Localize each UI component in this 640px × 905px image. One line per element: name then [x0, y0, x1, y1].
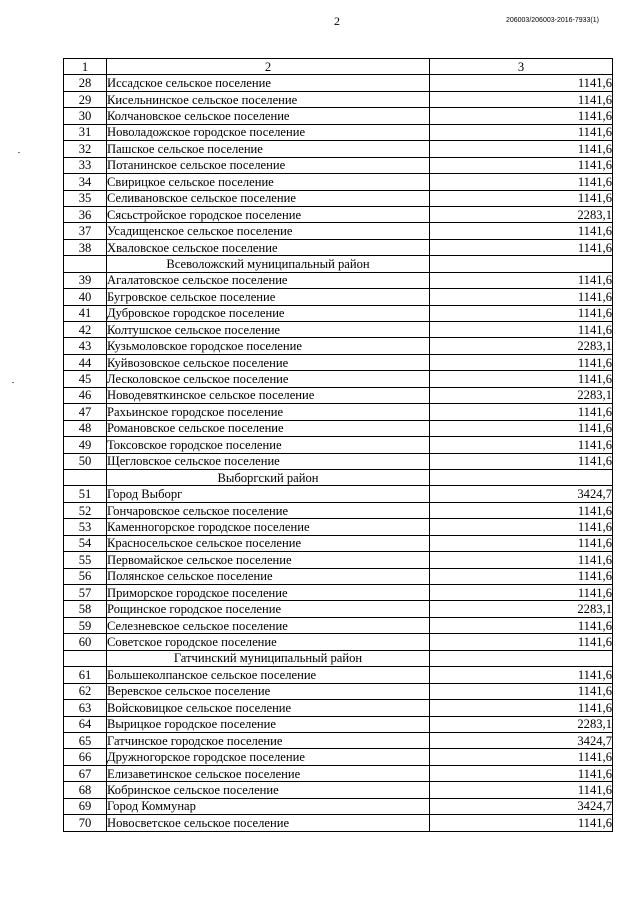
table-row — [64, 798, 613, 814]
table-row — [64, 749, 613, 765]
settlement-name: Дубровское городское поселение — [107, 305, 430, 321]
row-number: 35 — [64, 190, 107, 206]
settlement-name: Селивановское сельское поселение — [107, 190, 430, 206]
column-header-value: 3 — [430, 59, 613, 75]
table-row — [64, 716, 613, 732]
document-code: 206003/206003-2016-7933(1) — [505, 17, 599, 24]
scan-speck — [18, 152, 20, 153]
row-number: 54 — [64, 535, 107, 551]
table-row — [64, 354, 613, 370]
row-number: 57 — [64, 585, 107, 601]
section-row — [64, 256, 613, 272]
settlement-name: Гончаровское сельское поселение — [107, 502, 430, 518]
table-row — [64, 601, 613, 617]
settlement-name: Хваловское сельское поселение — [107, 239, 430, 255]
amount-value: 2283,1 — [430, 387, 613, 403]
amount-value: 1141,6 — [430, 782, 613, 798]
amount-value: 1141,6 — [430, 552, 613, 568]
row-number: 41 — [64, 305, 107, 321]
table-row — [64, 453, 613, 469]
section-row — [64, 469, 613, 485]
amount-value: 1141,6 — [430, 700, 613, 716]
settlement-name: Сясьстройское городское поселение — [107, 206, 430, 222]
table-row — [64, 272, 613, 288]
settlement-name: Селезневское сельское поселение — [107, 617, 430, 633]
row-number: 38 — [64, 239, 107, 255]
table-header-row — [64, 59, 613, 75]
amount-value: 2283,1 — [430, 338, 613, 354]
amount-value: 1141,6 — [430, 749, 613, 765]
table-row — [64, 634, 613, 650]
amount-value: 1141,6 — [430, 322, 613, 338]
amount-value: 1141,6 — [430, 765, 613, 781]
settlement-name: Новосветское сельское поселение — [107, 815, 430, 831]
table-row — [64, 190, 613, 206]
section-title: Выборгский район — [107, 469, 430, 485]
settlement-name: Дружногорское городское поселение — [107, 749, 430, 765]
settlement-name: Войсковицкое сельское поселение — [107, 700, 430, 716]
settlement-name: Колтушское сельское поселение — [107, 322, 430, 338]
row-number: 58 — [64, 601, 107, 617]
settlement-name: Первомайское сельское поселение — [107, 552, 430, 568]
page-number: 2 — [334, 14, 340, 28]
row-number: 43 — [64, 338, 107, 354]
row-number: 49 — [64, 437, 107, 453]
table-row — [64, 91, 613, 107]
table-row — [64, 124, 613, 140]
section-empty-cell — [64, 256, 107, 272]
table-row — [64, 157, 613, 173]
amount-value: 1141,6 — [430, 815, 613, 831]
row-number: 62 — [64, 683, 107, 699]
table-row — [64, 700, 613, 716]
row-number: 29 — [64, 91, 107, 107]
row-number: 45 — [64, 371, 107, 387]
section-empty-cell — [430, 256, 613, 272]
settlement-name: Новодевяткинское сельское поселение — [107, 387, 430, 403]
settlement-name: Кисельнинское сельское поселение — [107, 91, 430, 107]
table-row — [64, 765, 613, 781]
amount-value: 1141,6 — [430, 617, 613, 633]
amount-value: 1141,6 — [430, 272, 613, 288]
amount-value: 2283,1 — [430, 601, 613, 617]
settlement-name: Город Выборг — [107, 486, 430, 502]
settlement-name: Пашское сельское поселение — [107, 141, 430, 157]
amount-value: 1141,6 — [430, 305, 613, 321]
settlement-name: Колчановское сельское поселение — [107, 108, 430, 124]
amount-value: 1141,6 — [430, 354, 613, 370]
row-number: 31 — [64, 124, 107, 140]
amount-value: 1141,6 — [430, 404, 613, 420]
table-row — [64, 552, 613, 568]
amount-value: 1141,6 — [430, 453, 613, 469]
table-row — [64, 667, 613, 683]
settlement-name: Рахьинское городское поселение — [107, 404, 430, 420]
table-row — [64, 371, 613, 387]
allocation-table — [63, 58, 613, 832]
settlement-name: Лесколовское сельское поселение — [107, 371, 430, 387]
table-row — [64, 437, 613, 453]
table-row — [64, 420, 613, 436]
settlement-name: Кобринское сельское поселение — [107, 782, 430, 798]
row-number: 56 — [64, 568, 107, 584]
amount-value: 1141,6 — [430, 502, 613, 518]
amount-value: 1141,6 — [430, 371, 613, 387]
amount-value: 1141,6 — [430, 535, 613, 551]
table-row — [64, 486, 613, 502]
settlement-name: Токсовское городское поселение — [107, 437, 430, 453]
settlement-name: Большеколпанское сельское поселение — [107, 667, 430, 683]
settlement-name: Гатчинское городское поселение — [107, 732, 430, 748]
table-row — [64, 782, 613, 798]
section-row — [64, 650, 613, 666]
amount-value: 1141,6 — [430, 568, 613, 584]
settlement-name: Романовское сельское поселение — [107, 420, 430, 436]
table-body — [64, 59, 613, 832]
table-row — [64, 732, 613, 748]
section-title: Гатчинский муниципальный район — [107, 650, 430, 666]
table-row — [64, 289, 613, 305]
table-row — [64, 239, 613, 255]
row-number: 64 — [64, 716, 107, 732]
table-row — [64, 815, 613, 831]
row-number: 55 — [64, 552, 107, 568]
row-number: 40 — [64, 289, 107, 305]
row-number: 53 — [64, 519, 107, 535]
table-row — [64, 535, 613, 551]
amount-value: 1141,6 — [430, 289, 613, 305]
amount-value: 3424,7 — [430, 732, 613, 748]
settlement-name: Советское городское поселение — [107, 634, 430, 650]
settlement-name: Усадищенское сельское поселение — [107, 223, 430, 239]
amount-value: 1141,6 — [430, 683, 613, 699]
amount-value: 1141,6 — [430, 124, 613, 140]
table-row — [64, 206, 613, 222]
settlement-name: Вырицкое городское поселение — [107, 716, 430, 732]
row-number: 68 — [64, 782, 107, 798]
row-number: 67 — [64, 765, 107, 781]
settlement-name: Каменногорское городское поселение — [107, 519, 430, 535]
settlement-name: Красносельское сельское поселение — [107, 535, 430, 551]
settlement-name: Приморское городское поселение — [107, 585, 430, 601]
row-number: 34 — [64, 174, 107, 190]
row-number: 39 — [64, 272, 107, 288]
settlement-name: Щегловское сельское поселение — [107, 453, 430, 469]
row-number: 52 — [64, 502, 107, 518]
settlement-name: Рощинское городское поселение — [107, 601, 430, 617]
row-number: 63 — [64, 700, 107, 716]
table-row — [64, 223, 613, 239]
table-row — [64, 305, 613, 321]
settlement-name: Иссадское сельское поселение — [107, 75, 430, 91]
table-row — [64, 519, 613, 535]
row-number: 46 — [64, 387, 107, 403]
table-row — [64, 338, 613, 354]
settlement-name: Куйвозовское сельское поселение — [107, 354, 430, 370]
row-number: 37 — [64, 223, 107, 239]
table-row — [64, 585, 613, 601]
settlement-name: Веревское сельское поселение — [107, 683, 430, 699]
amount-value: 1141,6 — [430, 239, 613, 255]
row-number: 60 — [64, 634, 107, 650]
settlement-name: Город Коммунар — [107, 798, 430, 814]
row-number: 42 — [64, 322, 107, 338]
row-number: 47 — [64, 404, 107, 420]
table-row — [64, 108, 613, 124]
amount-value: 1141,6 — [430, 667, 613, 683]
amount-value: 1141,6 — [430, 190, 613, 206]
row-number: 36 — [64, 206, 107, 222]
section-empty-cell — [430, 469, 613, 485]
row-number: 50 — [64, 453, 107, 469]
settlement-name: Бугровское сельское поселение — [107, 289, 430, 305]
row-number: 69 — [64, 798, 107, 814]
table-row — [64, 404, 613, 420]
amount-value: 1141,6 — [430, 437, 613, 453]
settlement-name: Елизаветинское сельское поселение — [107, 765, 430, 781]
section-empty-cell — [64, 650, 107, 666]
table-row — [64, 502, 613, 518]
amount-value: 1141,6 — [430, 91, 613, 107]
amount-value: 3424,7 — [430, 798, 613, 814]
table-row — [64, 568, 613, 584]
row-number: 33 — [64, 157, 107, 173]
amount-value: 1141,6 — [430, 223, 613, 239]
column-header-number: 1 — [64, 59, 107, 75]
row-number: 32 — [64, 141, 107, 157]
table-row — [64, 322, 613, 338]
amount-value: 1141,6 — [430, 75, 613, 91]
row-number: 30 — [64, 108, 107, 124]
settlement-name: Потанинское сельское поселение — [107, 157, 430, 173]
table-row — [64, 683, 613, 699]
row-number: 65 — [64, 732, 107, 748]
section-empty-cell — [64, 469, 107, 485]
table-row — [64, 75, 613, 91]
amount-value: 3424,7 — [430, 486, 613, 502]
section-title: Всеволожский муниципальный район — [107, 256, 430, 272]
amount-value: 1141,6 — [430, 420, 613, 436]
table-row — [64, 174, 613, 190]
row-number: 61 — [64, 667, 107, 683]
amount-value: 1141,6 — [430, 157, 613, 173]
row-number: 44 — [64, 354, 107, 370]
table-row — [64, 141, 613, 157]
row-number: 28 — [64, 75, 107, 91]
section-empty-cell — [430, 650, 613, 666]
amount-value: 2283,1 — [430, 206, 613, 222]
table-row — [64, 387, 613, 403]
column-header-name: 2 — [107, 59, 430, 75]
row-number: 51 — [64, 486, 107, 502]
settlement-name: Полянское сельское поселение — [107, 568, 430, 584]
settlement-name: Агалатовское сельское поселение — [107, 272, 430, 288]
amount-value: 2283,1 — [430, 716, 613, 732]
amount-value: 1141,6 — [430, 519, 613, 535]
scan-speck — [12, 382, 14, 383]
row-number: 59 — [64, 617, 107, 633]
settlement-name: Свирицкое сельское поселение — [107, 174, 430, 190]
row-number: 70 — [64, 815, 107, 831]
amount-value: 1141,6 — [430, 634, 613, 650]
amount-value: 1141,6 — [430, 174, 613, 190]
amount-value: 1141,6 — [430, 585, 613, 601]
settlement-name: Кузьмоловское городское поселение — [107, 338, 430, 354]
amount-value: 1141,6 — [430, 141, 613, 157]
table-row — [64, 617, 613, 633]
amount-value: 1141,6 — [430, 108, 613, 124]
settlement-name: Новоладожское городское поселение — [107, 124, 430, 140]
row-number: 66 — [64, 749, 107, 765]
row-number: 48 — [64, 420, 107, 436]
